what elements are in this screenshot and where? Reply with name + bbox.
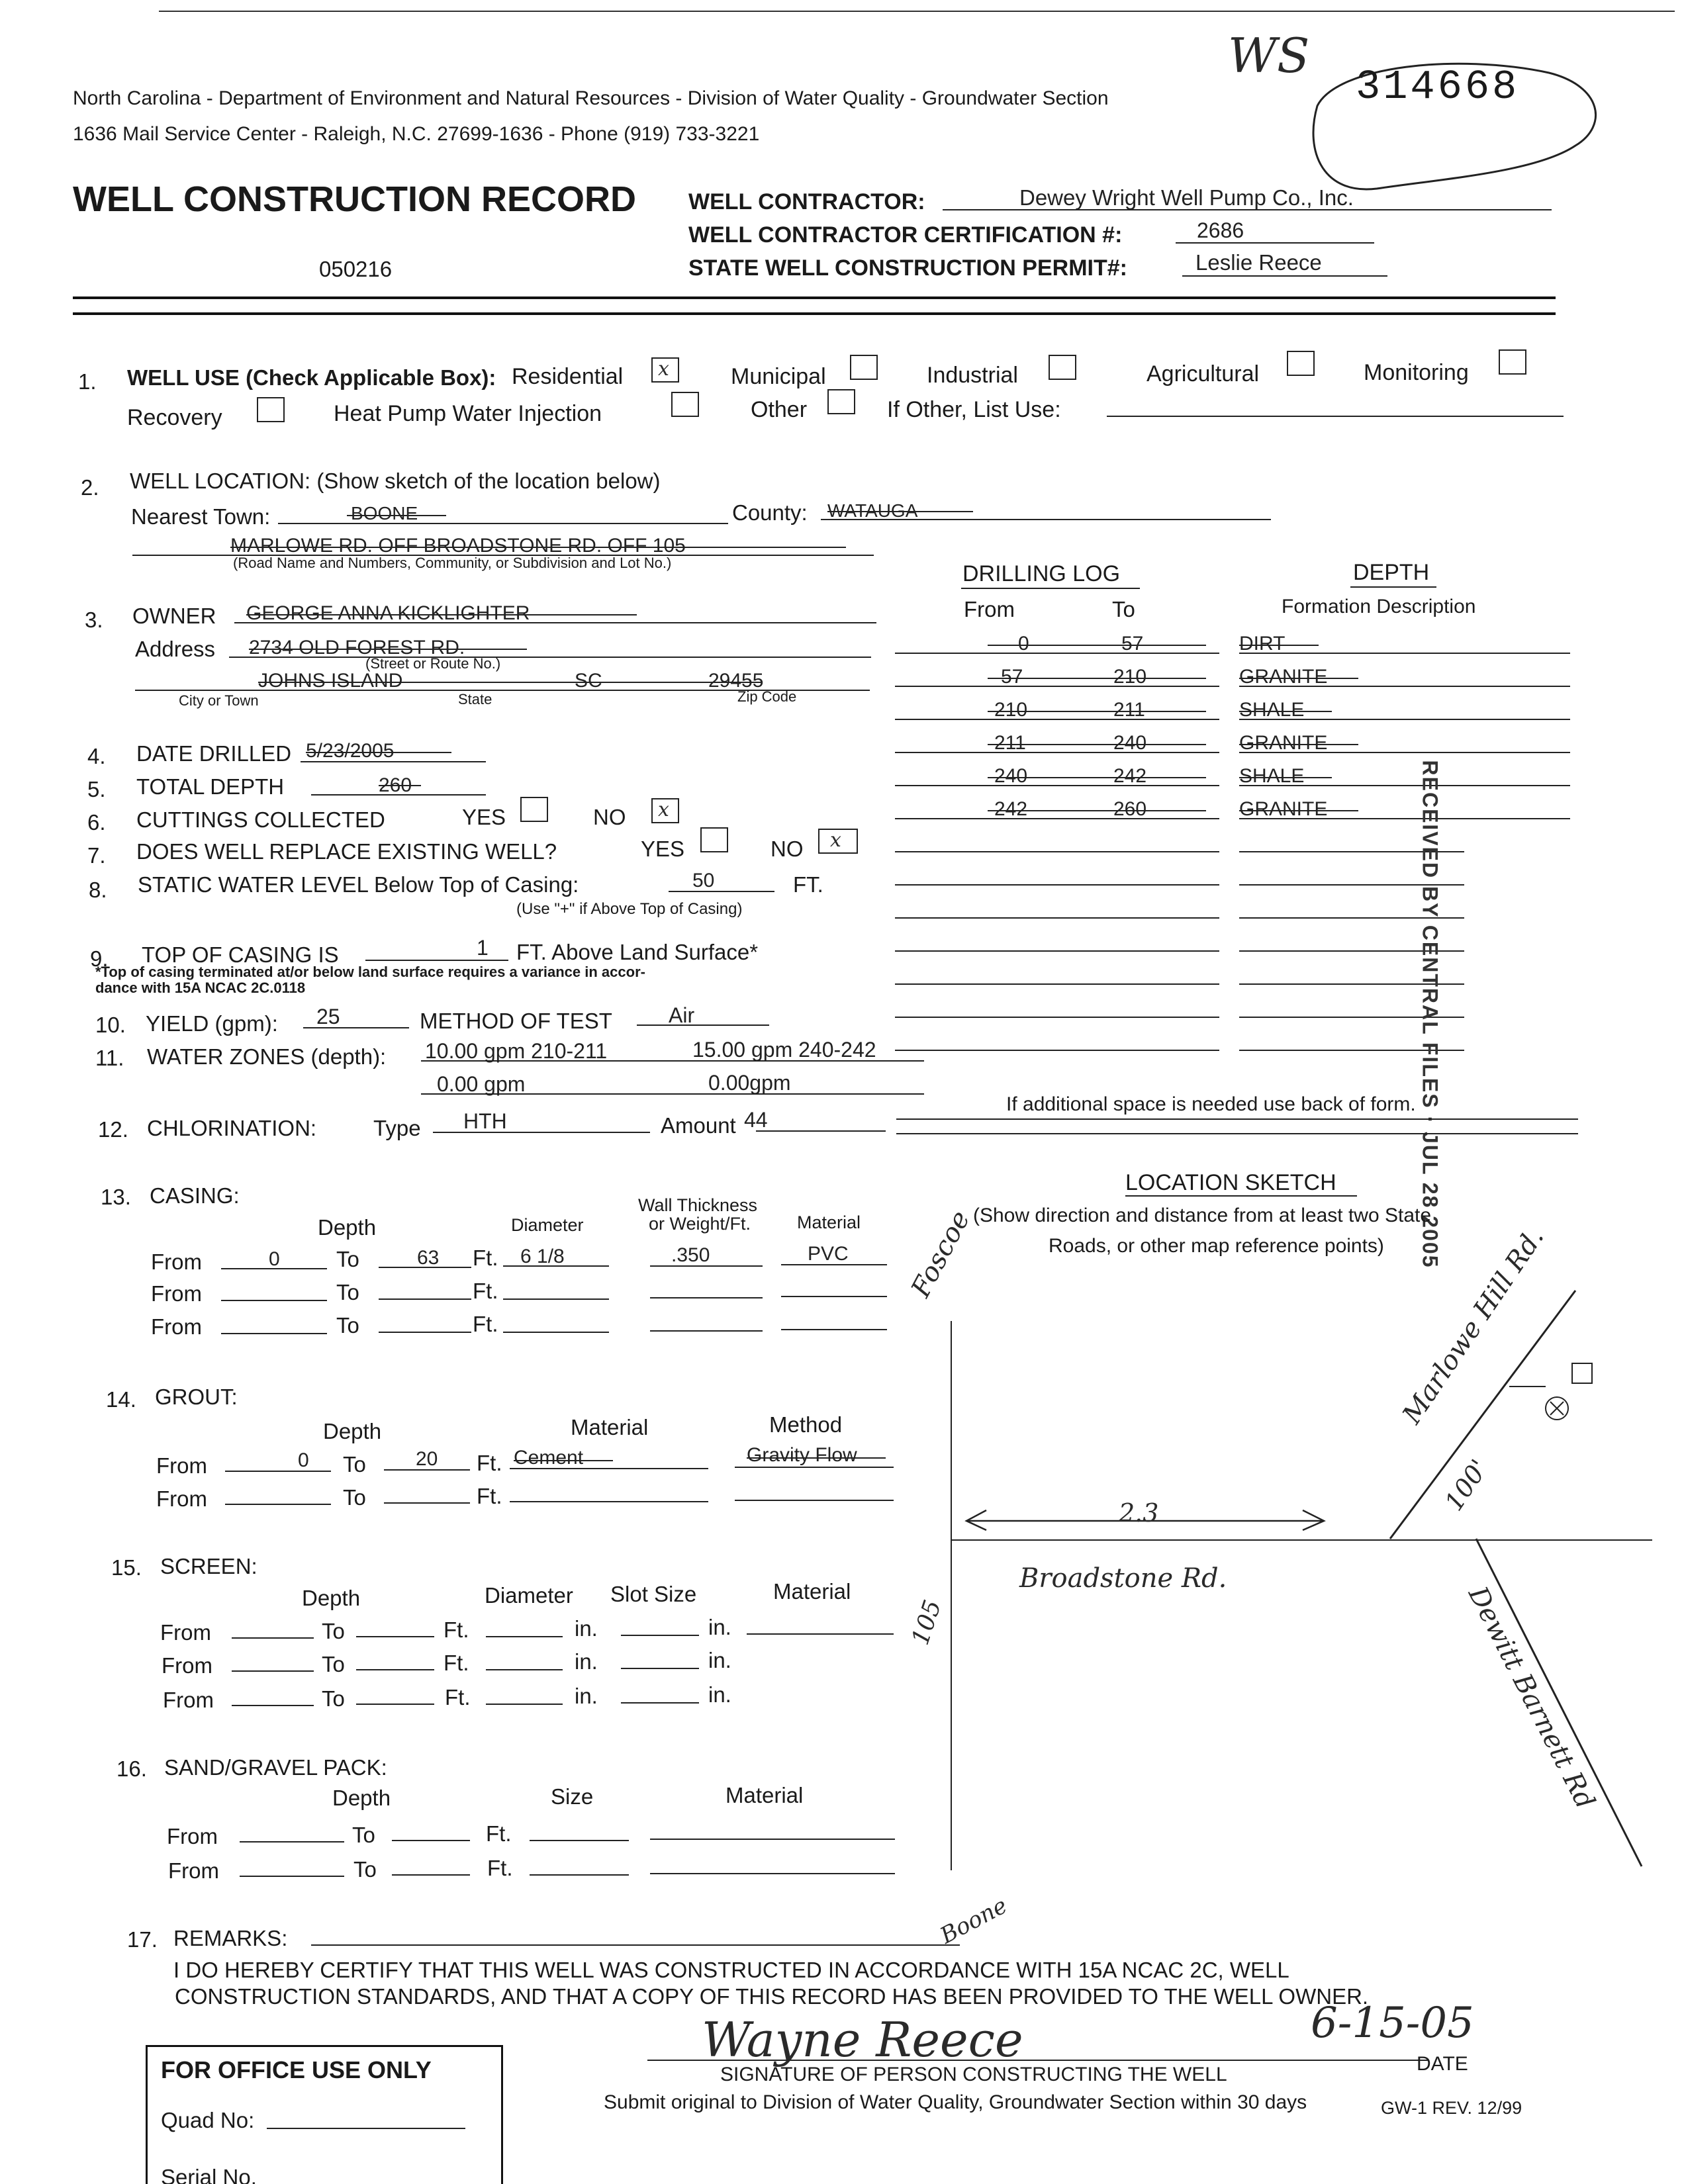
in-label: in. (575, 1649, 598, 1674)
item-number: 1. (78, 369, 97, 394)
from-label: From (168, 1858, 219, 1883)
certification-line-1: I DO HEREBY CERTIFY THAT THIS WELL WAS CONSTRUCTED IN ACCORDANCE WITH 15A NCAC 2C, WELL (173, 1958, 1289, 1982)
table-row (895, 630, 1570, 663)
record-number: 314668 (1356, 64, 1520, 111)
form-title: WELL CONSTRUCTION RECORD (73, 179, 636, 219)
gravel-label: SAND/GRAVEL PACK: (164, 1755, 387, 1780)
gravel-size-header: Size (551, 1784, 594, 1809)
method-of-test-label: METHOD OF TEST (420, 1009, 612, 1033)
date-label: DATE (1417, 2053, 1468, 2075)
check-mark: x (658, 357, 669, 381)
route-105-label: 105 (907, 1596, 947, 1649)
total-depth-label: TOTAL DEPTH (136, 774, 285, 799)
log-footer: If additional space is needed use back of form. (1006, 1093, 1416, 1115)
marlowe-hill-label: Marlowe Hill Rd. (1397, 1222, 1550, 1430)
county-value[interactable]: WATAUGA (827, 500, 918, 521)
foscoe-label: Foscoe (906, 1206, 976, 1302)
recovery-label: Recovery (127, 405, 222, 430)
to-label: To (322, 1652, 345, 1676)
log-from-cell: 57 (1001, 666, 1023, 688)
received-stamp (1364, 760, 1496, 1269)
check-mark: x (658, 798, 669, 821)
boone-label: Boone (936, 1892, 1012, 1950)
sketch-title: LOCATION SKETCH (1125, 1170, 1336, 1195)
depth-title: DEPTH (1353, 560, 1430, 585)
casing-diameter-value[interactable]: 6 1/8 (520, 1246, 565, 1267)
item-number: 17. (127, 1927, 158, 1952)
ft-label: Ft. (444, 1617, 469, 1642)
to-label: To (343, 1485, 366, 1510)
sketch-note-2: Roads, or other map reference points) (1049, 1235, 1384, 1257)
chlorination-amount[interactable]: 44 (744, 1108, 768, 1132)
date-drilled-label: DATE DRILLED (136, 741, 292, 766)
replace-no-label: NO (771, 837, 804, 861)
log-from-header: From (964, 597, 1015, 621)
static-ft-label: FT. (793, 872, 823, 897)
nearest-town-label: Nearest Town: (131, 504, 271, 529)
to-label: To (322, 1686, 345, 1711)
dewitt-barnett-label: Dewitt Barnett Rd (1462, 1582, 1601, 1814)
owner-zip[interactable]: 29455 (708, 670, 764, 692)
casing-from-value[interactable]: 0 (269, 1248, 280, 1270)
casing-note: *Top of casing terminated at/or below land surface requires a variance in accor- (95, 964, 645, 980)
from-label: From (160, 1620, 211, 1645)
heat-pump-label: Heat Pump Water Injection (334, 401, 602, 426)
method-of-test-value[interactable]: Air (669, 1003, 695, 1027)
amount-label: Amount (661, 1113, 736, 1138)
item-number: 5. (87, 777, 106, 801)
sketch-left-border (951, 1321, 952, 1870)
screen-material-header: Material (773, 1579, 851, 1604)
log-desc-cell: DIRT (1239, 633, 1286, 655)
log-from-cell: 240 (994, 765, 1028, 787)
agency-line: North Carolina - Department of Environment and Natural Resources - Division of Water Quality - Groundwater Section (73, 87, 1109, 109)
top-of-casing-suffix: FT. Above Land Surface* (516, 940, 759, 964)
top-of-casing-value[interactable]: 1 (477, 936, 489, 960)
log-desc-cell: SHALE (1239, 699, 1305, 721)
replace-yes-label: YES (641, 837, 685, 861)
street-caption: (Street or Route No.) (365, 655, 501, 672)
permit-label: STATE WELL CONSTRUCTION PERMIT#: (688, 255, 1127, 281)
recovery-checkbox[interactable] (257, 397, 285, 422)
county-label: County: (732, 500, 808, 525)
water-zone-2[interactable]: 15.00 gpm 240-242 (692, 1038, 876, 1062)
owner-label: OWNER (132, 604, 216, 628)
sketch-note-1: (Show direction and distance from at least two State (973, 1205, 1432, 1226)
grout-depth-header: Depth (323, 1419, 382, 1443)
grout-method-header: Method (769, 1412, 843, 1437)
city-caption: City or Town (179, 692, 259, 709)
grout-material-header: Material (571, 1415, 649, 1439)
item-number: 13. (101, 1185, 131, 1209)
from-label: From (163, 1688, 214, 1712)
ft-label: Ft. (473, 1246, 498, 1270)
log-to-cell: 57 (1121, 633, 1144, 655)
agricultural-checkbox[interactable] (1287, 351, 1315, 376)
gravel-depth-header: Depth (332, 1786, 391, 1810)
signature[interactable]: Wayne Reece (702, 2012, 1023, 2068)
permit-value[interactable]: Leslie Reece (1195, 250, 1322, 275)
cert-value[interactable]: 2686 (1197, 218, 1244, 242)
log-desc-cell: GRANITE (1239, 732, 1328, 754)
location-label: WELL LOCATION: (Show sketch of the location below) (130, 469, 661, 493)
table-row (895, 729, 1570, 762)
ft-label: Ft. (487, 1856, 513, 1880)
yield-label: YIELD (gpm): (146, 1011, 278, 1036)
screen-depth-header: Depth (302, 1586, 361, 1610)
remarks-label: REMARKS: (173, 1926, 288, 1950)
item-number: 12. (98, 1117, 128, 1142)
replace-label: DOES WELL REPLACE EXISTING WELL? (136, 839, 557, 864)
water-zones-label: WATER ZONES (depth): (147, 1044, 387, 1069)
in-label: in. (575, 1616, 598, 1641)
ft-label: Ft. (473, 1279, 498, 1303)
top-of-casing-label: TOP OF CASING IS (142, 942, 339, 967)
signature-date[interactable]: 6-15-05 (1311, 1999, 1474, 2048)
contractor-value[interactable]: Dewey Wright Well Pump Co., Inc. (1019, 185, 1354, 210)
ft-label: Ft. (444, 1651, 469, 1675)
screen-diameter-header: Diameter (485, 1583, 573, 1608)
residential-checkbox[interactable] (651, 357, 679, 383)
owner-city[interactable]: JOHNS ISLAND (258, 670, 403, 692)
casing-note: dance with 15A NCAC 2C.0118 (95, 979, 306, 996)
item-number: 3. (85, 608, 103, 632)
to-label: To (343, 1452, 366, 1477)
office-use-box (146, 2045, 503, 2184)
from-label: From (156, 1486, 207, 1511)
signature-line (647, 2060, 1428, 2061)
log-to-cell: 242 (1113, 765, 1147, 787)
in-label: in. (575, 1684, 598, 1708)
log-from-cell: 211 (994, 732, 1026, 754)
grout-from-value[interactable]: 0 (298, 1449, 309, 1471)
screen-slot-header: Slot Size (610, 1582, 697, 1606)
state-caption: State (458, 691, 492, 707)
item-number: 2. (81, 475, 99, 500)
industrial-checkbox[interactable] (1049, 355, 1076, 380)
office-use-title: FOR OFFICE USE ONLY (161, 2056, 432, 2083)
serial-label: Serial No. (161, 2165, 257, 2184)
screen-label: SCREEN: (160, 1554, 257, 1578)
municipal-label: Municipal (731, 364, 826, 389)
stamp-text: RECEIVED BY CENTRAL FILES · JUL 28 2005 (1418, 760, 1442, 1269)
remarks-field[interactable] (311, 1944, 960, 1946)
from-label: From (162, 1653, 212, 1678)
log-from-cell: 242 (994, 798, 1028, 820)
item-number: 10. (95, 1013, 126, 1037)
in-label: in. (708, 1615, 731, 1639)
to-label: To (336, 1247, 359, 1271)
ft-label: Ft. (477, 1484, 502, 1508)
certification-line-2: CONSTRUCTION STANDARDS, AND THAT A COPY OF THIS RECORD HAS BEEN PROVIDED TO THE WELL OWNER. (175, 1984, 1369, 2009)
residential-label: Residential (512, 364, 624, 389)
to-label: To (336, 1280, 359, 1304)
from-label: From (151, 1314, 202, 1339)
road-value[interactable]: MARLOWE RD. OFF BROADSTONE RD. OFF 105 (230, 535, 686, 557)
distance-2-3-label: 2.3 (1119, 1498, 1159, 1527)
form-revision: GW-1 REV. 12/99 (1381, 2098, 1522, 2118)
owner-name[interactable]: GEORGE ANNA KICKLIGHTER (246, 602, 530, 624)
type-label: Type (373, 1116, 421, 1140)
date-drilled-value[interactable]: 5/23/2005 (306, 740, 395, 762)
casing-wall-value[interactable]: .350 (671, 1244, 710, 1266)
top-border (159, 11, 1675, 12)
total-depth-value[interactable]: 260 (379, 774, 412, 796)
owner-state[interactable]: SC (575, 670, 602, 692)
casing-diameter-header: Diameter (511, 1215, 584, 1235)
casing-material-header: Material (797, 1212, 861, 1232)
replace-yes-checkbox[interactable] (700, 827, 728, 852)
distance-100-label: 100' (1439, 1454, 1494, 1516)
ws-handwritten-mark: WS (1228, 28, 1310, 83)
wall-weight-header: or Weight/Ft. (649, 1214, 751, 1234)
agricultural-label: Agricultural (1146, 361, 1260, 387)
item-number: 9. (90, 946, 109, 971)
heat-pump-checkbox[interactable] (671, 392, 699, 417)
to-label: To (336, 1313, 359, 1338)
item-number: 14. (106, 1387, 136, 1412)
log-to-cell: 210 (1113, 666, 1147, 688)
grout-material-value[interactable]: Cement (514, 1447, 584, 1469)
grout-method-value[interactable]: Gravity Flow (747, 1444, 857, 1466)
quad-field[interactable] (267, 2128, 465, 2129)
casing-material-value[interactable]: PVC (808, 1243, 849, 1265)
item-number: 7. (87, 843, 106, 868)
from-label: From (156, 1453, 207, 1478)
from-label: From (151, 1281, 202, 1306)
static-caption: (Use "+" if Above Top of Casing) (516, 900, 743, 918)
cuttings-no-label: NO (593, 805, 626, 829)
ft-label: Ft. (477, 1451, 502, 1475)
drilling-log-title: DRILLING LOG (962, 561, 1121, 586)
zip-caption: Zip Code (737, 688, 797, 705)
item-number: 15. (111, 1555, 142, 1580)
broadstone-label: Broadstone Rd. (1019, 1563, 1227, 1594)
well-use-label: WELL USE (Check Applicable Box): (127, 365, 496, 390)
from-label: From (167, 1824, 218, 1848)
log-from-cell: 210 (994, 699, 1028, 721)
water-zone-4[interactable]: 0.00gpm (708, 1071, 791, 1095)
from-label: From (151, 1250, 202, 1274)
address-line: 1636 Mail Service Center - Raleigh, N.C. 27699-1636 - Phone (919) 733-3221 (73, 123, 760, 145)
ft-label: Ft. (473, 1312, 498, 1336)
log-from-cell: 0 (1018, 633, 1029, 655)
signature-label: SIGNATURE OF PERSON CONSTRUCTING THE WELL (720, 2064, 1227, 2085)
cert-label: WELL CONTRACTOR CERTIFICATION #: (688, 222, 1123, 248)
cuttings-yes-checkbox[interactable] (520, 797, 548, 822)
other-label: Other (751, 397, 808, 422)
log-to-header: To (1112, 597, 1135, 621)
owner-street[interactable]: 2734 OLD FOREST RD. (249, 637, 465, 659)
log-desc-cell: GRANITE (1239, 798, 1328, 820)
water-zone-3[interactable]: 0.00 gpm (437, 1072, 526, 1096)
cuttings-yes-label: YES (462, 805, 506, 829)
log-desc-cell: SHALE (1239, 765, 1305, 787)
divider-rule (73, 296, 1556, 299)
ft-label: Ft. (486, 1821, 512, 1846)
table-row (895, 696, 1570, 729)
nearest-town-value[interactable]: BOONE (351, 503, 418, 523)
item-number: 11. (95, 1046, 124, 1070)
grout-to-value[interactable]: 20 (416, 1448, 438, 1470)
road-caption: (Road Name and Numbers, Community, or Subdivision and Lot No.) (233, 555, 672, 571)
casing-depth-header: Depth (318, 1215, 377, 1240)
quad-label: Quad No: (161, 2108, 255, 2132)
log-desc-cell: GRANITE (1239, 666, 1328, 688)
monitoring-checkbox[interactable] (1499, 349, 1526, 375)
table-row (895, 663, 1570, 696)
casing-to-value[interactable]: 63 (417, 1247, 440, 1269)
industrial-label: Industrial (927, 363, 1018, 388)
sketch-drawing (953, 1244, 1655, 1880)
submit-note: Submit original to Division of Water Quality, Groundwater Section within 30 days (604, 2091, 1307, 2113)
water-zone-1[interactable]: 10.00 gpm 210-211 (425, 1039, 608, 1063)
gravel-material-header: Material (725, 1783, 804, 1807)
in-label: in. (708, 1648, 731, 1672)
chlorination-label: CHLORINATION: (147, 1116, 317, 1140)
address-label: Address (135, 637, 216, 661)
log-to-cell: 240 (1113, 732, 1147, 754)
form-id: 050216 (319, 257, 393, 281)
to-label: To (352, 1823, 375, 1847)
static-water-value[interactable]: 50 (692, 870, 715, 891)
log-to-cell: 260 (1113, 798, 1147, 820)
log-to-cell: 211 (1113, 699, 1145, 721)
to-label: To (353, 1857, 377, 1882)
casing-label: CASING: (150, 1183, 240, 1208)
cuttings-no-checkbox[interactable] (651, 798, 679, 823)
check-mark: x (830, 829, 841, 852)
chlorination-type[interactable]: HTH (463, 1109, 507, 1133)
wall-thickness-header: Wall Thickness (638, 1195, 758, 1215)
cuttings-label: CUTTINGS COLLECTED (136, 807, 385, 832)
item-number: 4. (87, 744, 106, 768)
monitoring-label: Monitoring (1364, 360, 1469, 385)
contractor-label: WELL CONTRACTOR: (688, 189, 925, 214)
municipal-checkbox[interactable] (850, 355, 878, 380)
replace-no-checkbox[interactable] (818, 829, 858, 854)
in-label: in. (708, 1682, 731, 1707)
to-label: To (322, 1619, 345, 1643)
item-number: 6. (87, 810, 106, 835)
item-number: 8. (89, 878, 107, 902)
ft-label: Ft. (445, 1685, 471, 1709)
if-other-label: If Other, List Use: (887, 397, 1061, 422)
other-checkbox[interactable] (827, 389, 855, 414)
static-water-label: STATIC WATER LEVEL Below Top of Casing: (138, 872, 579, 897)
other-use-field[interactable] (1107, 416, 1564, 417)
grout-label: GROUT: (155, 1385, 238, 1409)
item-number: 16. (117, 1756, 147, 1781)
formation-header: Formation Description (1282, 596, 1476, 617)
yield-value[interactable]: 25 (316, 1005, 340, 1028)
